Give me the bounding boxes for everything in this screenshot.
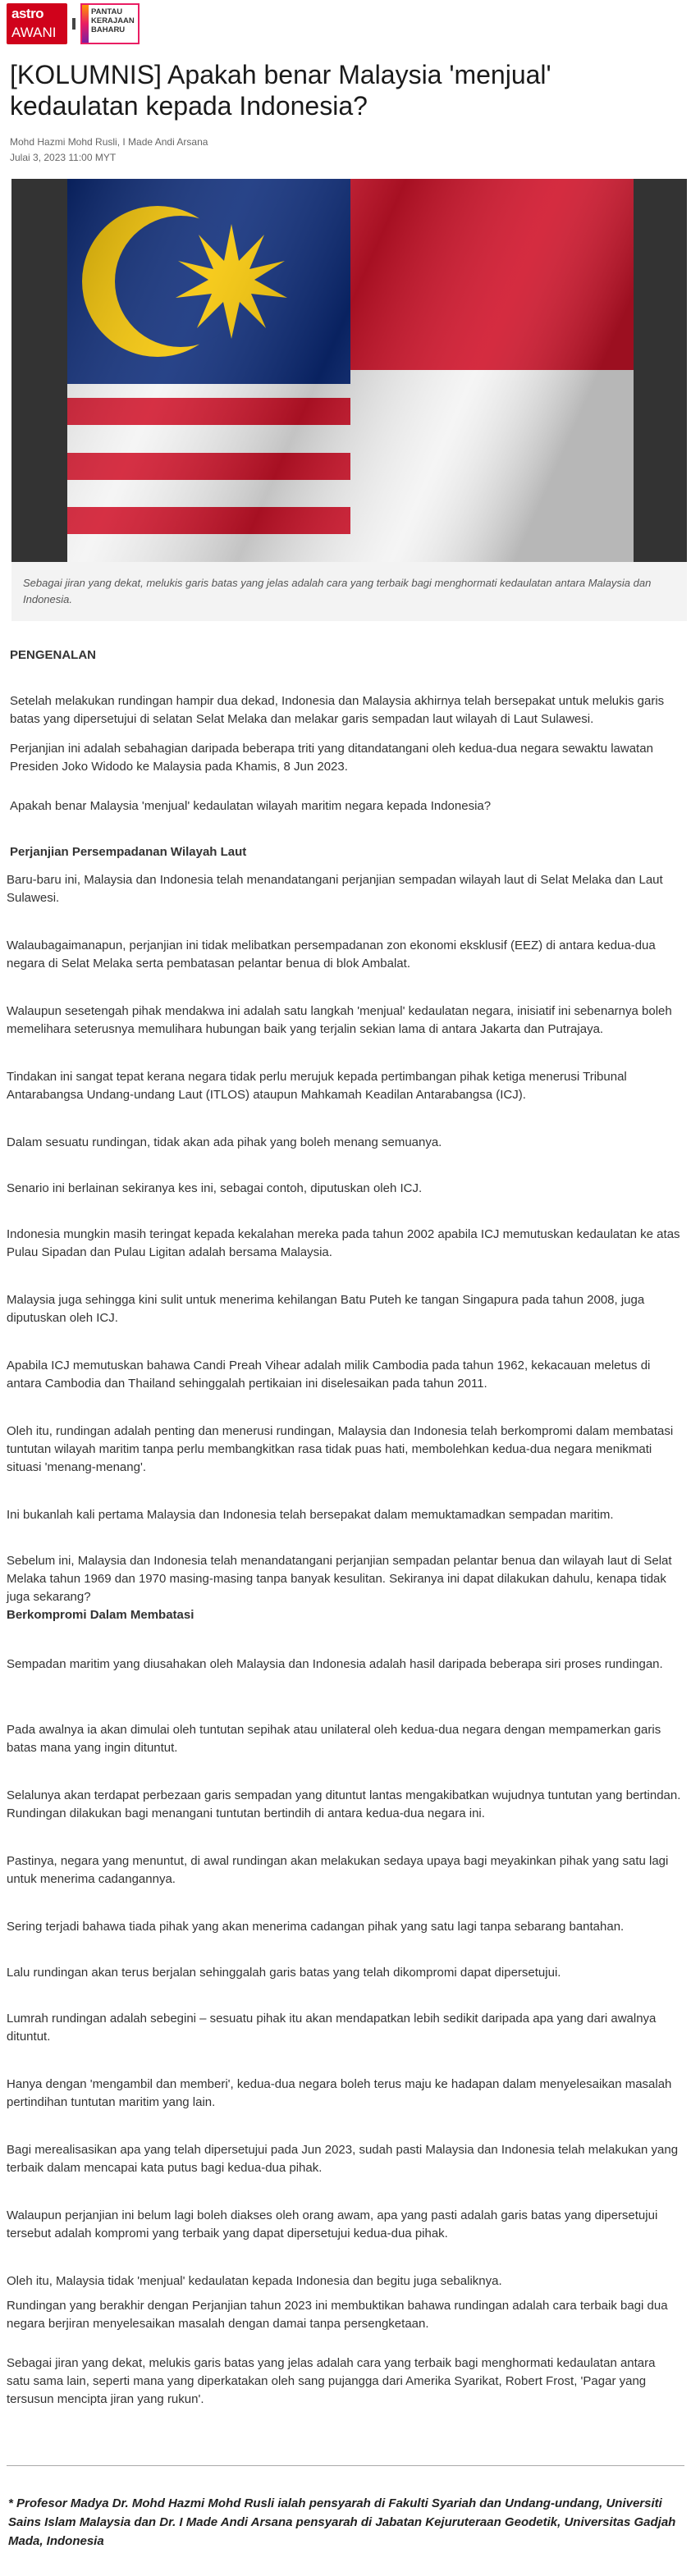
hero-image [11, 179, 687, 562]
malaysia-indonesia-flags-image [67, 179, 634, 562]
logo-line-2: AWANI [11, 25, 57, 40]
paragraph: Sebelum ini, Malaysia dan Indonesia telah menandatangani perjanjian sempadan pelantar benua dan wilayah laut di Selat Melaka tahun 1969 dan 1970 masing-masing tanpa banyak kesulitan. Sekiranya ini dapat dilakukan dahulu, kenapa tidak juga sekarang? [7, 1554, 672, 1604]
logo-divider [72, 18, 76, 30]
paragraph: Apabila ICJ memutuskan bahawa Candi Preah Vihear adalah milik Cambodia pada tahun 1962, kekacauan meletus di antara Cambodia dan Thailand sehinggalah pertikaian ini diselesaikan pada tahun 2011. [7, 1359, 651, 1391]
paragraph: Selalunya akan terdapat perbezaan garis sempadan yang dituntut lantas mengakibatkan wujudnya tuntutan yang bertindan. Rundingan dilakukan bagi menangani tuntutan bertindih di antara kedua-dua negara ini. [7, 1788, 681, 1820]
paragraph: Sempadan maritim yang diusahakan oleh Malaysia dan Indonesia adalah hasil daripada beberapa siri proses rundingan. [7, 1657, 663, 1671]
paragraph: Lalu rundingan akan terus berjalan sehinggalah garis batas yang telah dikompromi dapat dipersetujui. [7, 1966, 561, 1980]
paragraph: Perjanjian ini adalah sebahagian daripada beberapa triti yang ditandatangani oleh kedua-dua negara sewaktu lawatan Presiden Joko Widodo ke Malaysia pada Khamis, 8 Jun 2023. [10, 742, 653, 774]
paragraph: Malaysia juga sehingga kini sulit untuk menerima kehilangan Batu Puteh ke tangan Singapura pada tahun 2008, juga diputuskan oleh ICJ. [7, 1293, 645, 1325]
paragraph: Indonesia mungkin masih teringat kepada kekalahan mereka pada tahun 2002 apabila ICJ memutuskan kedaulatan ke atas Pulau Sipadan dan Pulau Ligitan adalah bersama Malaysia. [7, 1227, 680, 1259]
paragraph: Pastinya, negara yang menuntut, di awal rundingan akan melakukan sedaya upaya bagi meyakinkan pihak yang satu lagi untuk menerima cadangannya. [7, 1854, 669, 1886]
paragraph: Rundingan yang berakhir dengan Perjanjian tahun 2023 ini membuktikan bahawa rundingan adalah cara terbaik bagi dua negara berjiran menyelesaikan masalah dengan damai tanpa persengketaan. [7, 2299, 668, 2331]
article-authors[interactable]: Mohd Hazmi Mohd Rusli, I Made Andi Arsana [10, 136, 208, 148]
paragraph: Oleh itu, Malaysia tidak 'menjual' kedaulatan kepada Indonesia dan begitu juga sebaliknya. [7, 2274, 502, 2288]
paragraph: Walaubagaimanapun, perjanjian ini tidak melibatkan persempadanan zon ekonomi eksklusif (EEZ) di antara kedua-dua negara di Selat Melaka serta pembatasan pelantar benua di blok Ambalat. [7, 939, 656, 971]
paragraph: Ini bukanlah kali pertama Malaysia dan Indonesia telah bersepakat dalam memuktamadkan sempadan maritim. [7, 1508, 614, 1522]
astro-awani-logo[interactable] [7, 3, 67, 44]
image-caption: Sebagai jiran yang dekat, melukis garis batas yang jelas adalah cara yang terbaik bagi menghormati kedaulatan antara Malaysia dan Indonesia. [23, 577, 652, 605]
paragraph: Sering terjadi bahawa tiada pihak yang akan menerima cadangan pihak yang satu lagi tanpa sebarang bantahan. [7, 1920, 625, 1934]
paragraph: Bagi merealisasikan apa yang telah dipersetujui pada Jun 2023, sudah pasti Malaysia dan Indonesia telah melakukan yang terbaik dalam mencapai kata putus bagi kedua-dua pihak. [7, 2143, 679, 2175]
image-caption-box [11, 562, 687, 621]
logo-text-line: KERAJAAN [91, 16, 135, 25]
paragraph: Tindakan ini sangat tepat kerana negara tidak perlu merujuk kepada pertimbangan pihak ketiga menerusi Tribunal Antarabangsa Undang-undang Laut (ITLOS) ataupun Mahkamah Keadilan Antarabangsa (ICJ). [7, 1070, 627, 1102]
article-title: [KOLUMNIS] Apakah benar Malaysia 'menjual' kedaulatan kepada Indonesia? [10, 60, 551, 121]
paragraph: Walaupun sesetengah pihak mendakwa ini adalah satu langkah 'menjual' kedaulatan negara, inisiatif ini sebenarnya boleh memelihara seterusnya memulihara hubungan baik yang terjalin sekian lama di antara Jakarta dan Putrajaya. [7, 1004, 672, 1036]
site-header [7, 3, 140, 44]
logo-text-line: PANTAU [91, 7, 123, 16]
paragraph: Setelah melakukan rundingan hampir dua dekad, Indonesia dan Malaysia akhirnya telah bersepakat untuk melukis garis batas yang dipersetujui di selatan Selat Melaka dan melakar garis sempadan laut wilayah di Laut Sulawesi. [10, 694, 665, 726]
logo-text-line: BAHARU [91, 25, 126, 34]
section-heading-intro: PENGENALAN [10, 648, 97, 662]
paragraph: Baru-baru ini, Malaysia dan Indonesia telah menandatangani perjanjian sempadan wilayah laut di Selat Melaka dan Laut Sulawesi. [7, 873, 663, 905]
section-heading-2: Berkompromi Dalam Membatasi [7, 1608, 194, 1622]
logo-color-bar [82, 5, 89, 43]
paragraph: Pada awalnya ia akan dimulai oleh tuntutan sepihak atau unilateral oleh kedua-dua negara dengan mempamerkan garis batas mana yang ingin dituntut. [7, 1723, 661, 1755]
author-bio: * Profesor Madya Dr. Mohd Hazmi Mohd Rusli ialah pensyarah di Fakulti Syariah dan Undang-undang, Universiti Sains Islam Malaysia dan Dr. I Made Andi Arsana pensyarah di Jabatan Kejuruteraan Geodetik, Universitas Gadjah Mada, Indonesia [8, 2496, 676, 2548]
article-date: Julai 3, 2023 11:00 MYT [10, 152, 117, 163]
paragraph: Oleh itu, rundingan adalah penting dan menerusi rundingan, Malaysia dan Indonesia telah berkompromi dalam membatasi tuntutan wilayah maritim tanpa perlu membangkitkan rasa tidak puas hati, membolehkan kedua-dua negara menikmati situasi 'menang-menang'. [7, 1424, 674, 1474]
paragraph: Walaupun perjanjian ini belum lagi boleh diakses oleh orang awam, apa yang pasti adalah garis batas yang dipersetujui tersebut adalah kompromi yang terbaik yang dapat dipersetujui kedua-dua pihak. [7, 2208, 658, 2240]
paragraph: Sebagai jiran yang dekat, melukis garis batas yang jelas adalah cara yang terbaik bagi menghormati kedaulatan antara satu sama lain, seperti mana yang diperkatakan oleh sang pujangga dari Amerika Syarikat, Robert Frost, 'Pagar yang tersusun mencipta jiran yang rukun'. [7, 2356, 656, 2406]
paragraph: Hanya dengan 'mengambil dan memberi', kedua-dua negara boleh terus maju ke hadapan dalam menyelesaikan masalah pertindihan tuntutan maritim yang lain. [7, 2077, 672, 2109]
section-heading-1: Perjanjian Persempadanan Wilayah Laut [10, 845, 247, 859]
paragraph: Senario ini berlainan sekiranya kes ini, sebagai contoh, diputuskan oleh ICJ. [7, 1181, 423, 1195]
paragraph: Apakah benar Malaysia 'menjual' kedaulatan wilayah maritim negara kepada Indonesia? [10, 799, 492, 813]
logo-line-1: astro [11, 6, 44, 21]
paragraph: Lumrah rundingan adalah sebegini – sesuatu pihak itu akan mendapatkan lebih sedikit daripada apa yang dari awalnya dituntut. [7, 2012, 657, 2044]
logo-text [91, 7, 135, 34]
pantau-kerajaan-baharu-logo[interactable] [80, 3, 140, 44]
divider [7, 2465, 684, 2466]
paragraph: Dalam sesuatu rundingan, tidak akan ada pihak yang boleh menang semuanya. [7, 1135, 442, 1149]
